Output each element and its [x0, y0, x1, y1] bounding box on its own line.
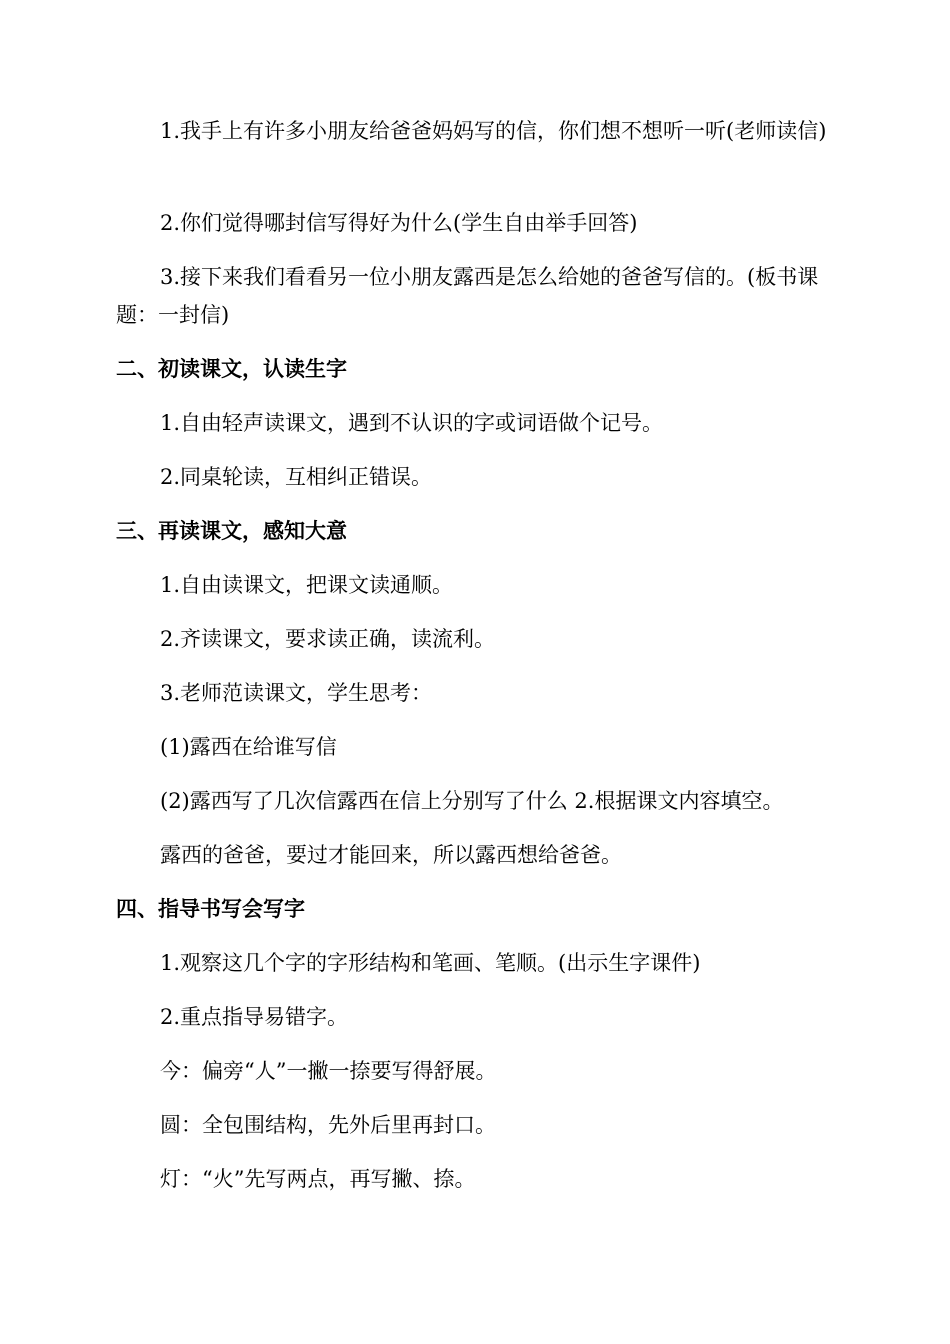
section-4-item-2: 2.重点指导易错字。 — [160, 1005, 349, 1029]
section-4-item-5: 灯：“火”先写两点，再写撇、捺。 — [160, 1167, 476, 1191]
section-3-heading: 三、再读课文，感知大意 — [116, 519, 347, 543]
paragraph-1: 1.我手上有许多小朋友给爸爸妈妈写的信，你们想不想听一听(老师读信) — [160, 119, 827, 143]
section-2-heading: 二、初读课文，认读生字 — [116, 357, 347, 381]
section-4-heading: 四、指导书写会写字 — [116, 897, 305, 921]
section-2-item-2: 2.同桌轮读，互相纠正错误。 — [160, 465, 433, 489]
section-3-item-6: 露西的爸爸，要过才能回来，所以露西想给爸爸。 — [160, 843, 622, 867]
section-3-item-5: (2)露西写了几次信露西在信上分别写了什么 2.根据课文内容填空。 — [160, 789, 784, 813]
paragraph-3: 3.接下来我们看看另一位小朋友露西是怎么给她的爸爸写信的。(板书课题：一封信) — [116, 265, 819, 327]
section-4-item-4: 圆：全包围结构，先外后里再封口。 — [160, 1113, 496, 1137]
section-4-item-1: 1.观察这几个字的字形结构和笔画、笔顺。(出示生字课件) — [160, 951, 701, 975]
section-3-item-4: (1)露西在给谁写信 — [160, 735, 337, 759]
section-3-item-1: 1.自由读课文，把课文读通顺。 — [160, 573, 454, 597]
section-4-item-3: 今：偏旁“人”一撇一捺要写得舒展。 — [160, 1059, 497, 1083]
section-3-item-2: 2.齐读课文，要求读正确，读流利。 — [160, 627, 496, 651]
paragraph-2: 2.你们觉得哪封信写得好为什么(学生自由举手回答) — [160, 211, 638, 235]
section-2-item-1: 1.自由轻声读课文，遇到不认识的字或词语做个记号。 — [160, 411, 664, 435]
section-3-item-3: 3.老师范读课文，学生思考： — [160, 681, 433, 705]
